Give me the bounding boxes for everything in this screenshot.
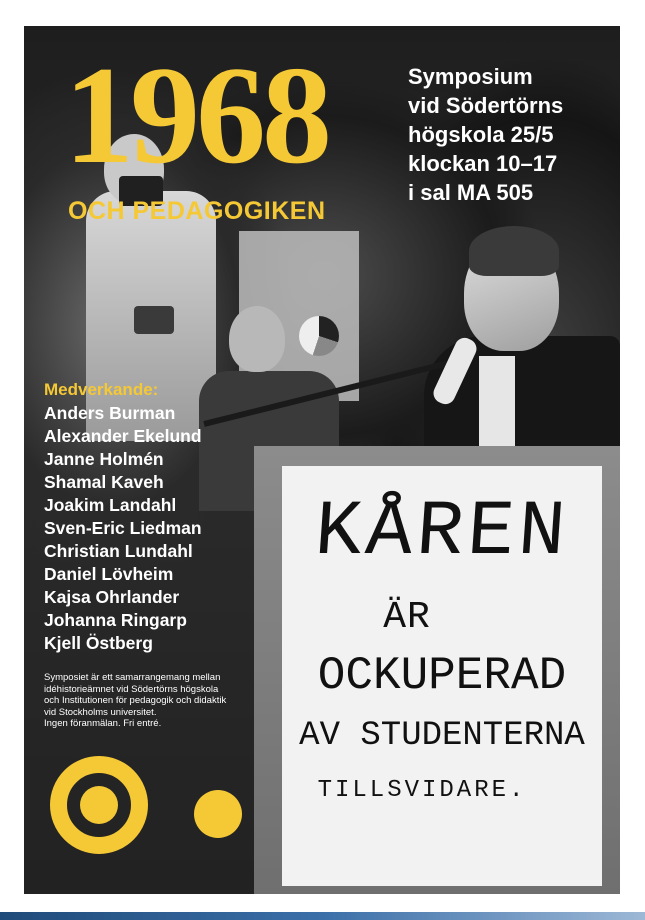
participants-list bbox=[44, 402, 264, 655]
participant-name: Christian Lundahl bbox=[44, 541, 193, 561]
participants-section bbox=[44, 380, 264, 655]
info-line: klockan 10–17 bbox=[408, 151, 558, 176]
logo-dot-icon bbox=[194, 790, 242, 838]
participant-name: Kajsa Ohrlander bbox=[44, 587, 180, 607]
info-line: Symposium bbox=[408, 64, 533, 89]
sign-line-3: OCKUPERAD bbox=[317, 650, 567, 702]
footnote-line: vid Stockholms universitet. bbox=[44, 706, 157, 718]
participant-name: Joakim Landahl bbox=[44, 495, 177, 515]
footnote-line: Symposiet är ett samarrangemang mellan bbox=[44, 672, 221, 683]
participant-name: Kjell Östberg bbox=[44, 633, 153, 653]
participant-name: Alexander Ekelund bbox=[44, 426, 202, 446]
camera-icon bbox=[134, 306, 174, 334]
participant-name: Shamal Kaveh bbox=[44, 472, 164, 492]
poster-subtitle: OCH PEDAGOGIKEN bbox=[68, 197, 326, 225]
poster-year: 1968 bbox=[64, 38, 328, 193]
sign-line-2: ÄR bbox=[383, 596, 431, 639]
bottom-bar bbox=[0, 912, 645, 920]
info-line: vid Södertörns bbox=[408, 93, 564, 118]
participant-name: Daniel Lövheim bbox=[44, 564, 174, 584]
footnote-line: och Institutionen för pedagogik och didaktik bbox=[44, 695, 227, 706]
event-info bbox=[408, 62, 608, 207]
footnote-line: idéhistorieämnet vid Södertörns högskola bbox=[44, 683, 219, 695]
pie-drawing-icon bbox=[299, 316, 339, 356]
participant-name: Sven-Eric Liedman bbox=[44, 518, 202, 538]
participant-name: Janne Holmén bbox=[44, 449, 164, 469]
participants-heading: Medverkande: bbox=[44, 380, 159, 399]
young-man-head bbox=[229, 306, 285, 372]
info-line: i sal MA 505 bbox=[408, 180, 534, 205]
speaker-hair bbox=[469, 226, 559, 276]
protest-sign bbox=[282, 466, 602, 886]
sign-line-1: KÅREN bbox=[311, 489, 573, 577]
footnote-line: Ingen föranmälan. Fri entré. bbox=[44, 718, 162, 729]
poster bbox=[24, 26, 620, 894]
participant-name: Anders Burman bbox=[44, 403, 176, 423]
sign-line-4: AV STUDENTERNA bbox=[299, 717, 585, 755]
logo-center-icon bbox=[80, 786, 118, 824]
participant-name: Johanna Ringarp bbox=[44, 610, 187, 630]
footnote bbox=[44, 672, 244, 730]
info-line: högskola 25/5 bbox=[408, 122, 554, 147]
sign-line-5: TILLSVIDARE. bbox=[317, 777, 527, 804]
speaker-shirt bbox=[479, 356, 515, 456]
